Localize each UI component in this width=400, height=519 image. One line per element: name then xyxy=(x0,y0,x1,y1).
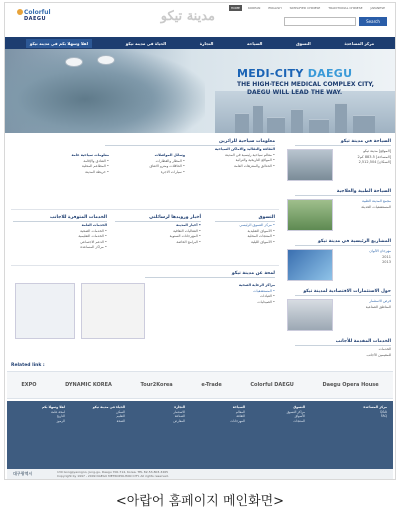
footer-col-help xyxy=(307,405,387,419)
tourist-list-b xyxy=(125,153,185,175)
site-header xyxy=(5,3,395,37)
list-item: [المساحة] 883.5 كم2 xyxy=(357,154,391,159)
footer-link[interactable]: FAQ xyxy=(380,414,387,419)
list-item[interactable]: • مراكز المساعدة xyxy=(80,245,107,249)
section-shopping: التسوق xyxy=(215,215,275,222)
building-shape xyxy=(309,119,329,133)
related-link-etrade[interactable]: e-Trade xyxy=(201,382,222,388)
right-list-c xyxy=(335,249,391,266)
lang-japanese[interactable]: JAPANESE xyxy=(370,6,385,10)
surgical-lamp-icon xyxy=(97,55,115,65)
related-link-opera-house[interactable]: Daegu Opera House xyxy=(322,382,379,388)
list-item[interactable]: • الخدمات التعليمية xyxy=(78,234,107,238)
site-logo[interactable] xyxy=(17,9,49,27)
notice-box[interactable] xyxy=(81,283,145,339)
search-button[interactable]: Search xyxy=(359,17,387,26)
gate-photo[interactable] xyxy=(287,149,333,181)
list-item[interactable]: • المطار والقطارات xyxy=(155,158,185,163)
hero-title-b: DAEGU xyxy=(307,67,353,80)
list-item[interactable]: المناطق الصناعية xyxy=(365,304,391,309)
figure-caption: <아랍어 홈페이지 메인화면> xyxy=(115,494,285,509)
section-news: أخبار ورويدها لرسائلني xyxy=(115,215,201,222)
building-shape xyxy=(291,109,303,133)
footer-link[interactable]: المهرجانات xyxy=(230,418,245,423)
related-links-bar xyxy=(7,371,393,399)
list-item: [السكان] 2,512,504 xyxy=(358,160,391,164)
city-org-logo: 대구광역시 xyxy=(13,471,33,476)
list-item[interactable]: • الفنادق والإقامة xyxy=(83,158,109,163)
list-item[interactable]: • الأسواق الليلية xyxy=(250,239,275,244)
logo-sub: DAEGU xyxy=(24,16,47,22)
footer-link[interactable]: Q&A xyxy=(379,409,387,414)
section-medical: السياحة الطبية والعلاجية xyxy=(295,189,391,196)
hero-title-a: MEDI-CITY xyxy=(237,67,304,80)
hero-line-1: THE HIGH-TECH MEDICAL COMPLEX CITY, xyxy=(237,81,374,88)
list-item[interactable]: • أخبار المدينة xyxy=(176,223,201,227)
list-item[interactable]: 2011 xyxy=(382,254,391,259)
related-link-dynamic-korea[interactable]: DYNAMIC KOREA xyxy=(65,382,112,388)
footer-col-trade xyxy=(127,405,185,423)
divider xyxy=(11,265,279,266)
related-link-tour2korea[interactable]: Tour2Korea xyxy=(140,382,173,388)
logo-name: Colorful xyxy=(24,9,51,16)
list-item[interactable]: • الصيدليات xyxy=(257,299,275,304)
lang-traditional-chinese[interactable]: TRADITIONAL CHINESE xyxy=(328,6,363,10)
footer-link[interactable]: مراكز التسوق xyxy=(286,409,305,414)
list-item: [الموقع] مدينة تيكو xyxy=(363,149,391,153)
right-list-d xyxy=(335,299,391,310)
footer-heading[interactable]: الحياة في مدينة تيكو xyxy=(92,405,125,409)
footer-heading[interactable]: التسوق xyxy=(293,405,305,409)
list-item[interactable]: وسائل المواصلات xyxy=(154,153,185,157)
footer-col-tourism xyxy=(187,405,245,423)
surgical-lamp-icon xyxy=(65,57,83,67)
hero-title xyxy=(237,67,352,80)
related-link-expo[interactable]: EXPO xyxy=(21,382,37,388)
list-item[interactable]: الخدمات العامة xyxy=(81,223,107,227)
divider xyxy=(11,209,279,210)
search-input[interactable] xyxy=(284,17,356,26)
list-item[interactable]: • المنتجات المحلية xyxy=(247,234,275,238)
city-list xyxy=(155,283,275,305)
nav-help[interactable]: مركز المساعدة xyxy=(344,40,375,46)
list-item[interactable]: مجمع المدينة الطبية xyxy=(362,199,391,203)
footer-heading[interactable]: اهلا وسهلا بكم xyxy=(41,405,65,409)
arabic-site-title: مدينة تيكو xyxy=(160,9,215,24)
news-list xyxy=(115,223,201,245)
list-item[interactable]: للمقيمين الأجانب xyxy=(366,352,391,357)
section-city-photo: السياحة في مدينة تيكو xyxy=(295,139,391,146)
list-item[interactable]: • الفعاليات الثقافية xyxy=(173,228,201,233)
section-tourist-info: معلومات سياحية للزائرين xyxy=(105,139,275,146)
list-item[interactable]: مراكز الرعاية الصحية xyxy=(238,283,275,287)
main-nav xyxy=(5,37,395,49)
hero-line-2: DAEGU WILL LEAD THE WAY. xyxy=(247,89,343,96)
footer-link[interactable]: الأسواق xyxy=(294,414,305,419)
browser-frame xyxy=(4,2,396,480)
list-item[interactable]: • الدعم الاجتماعي xyxy=(80,239,107,244)
list-item[interactable]: • الأسواق التقليدية xyxy=(247,228,275,233)
nav-shopping[interactable]: التسوق xyxy=(296,40,311,46)
footer-link[interactable]: التعليم xyxy=(116,414,125,419)
lang-simplified-chinese[interactable]: SIMPLIFIED CHINESE xyxy=(289,6,321,10)
list-item[interactable]: الخدمات xyxy=(378,347,391,351)
footer-link[interactable]: التاريخ xyxy=(56,414,65,419)
nav-tourism[interactable]: السياحة xyxy=(247,40,263,46)
list-item[interactable]: • الحدائق والمنتزهات العامة xyxy=(234,163,275,168)
section-foreign: الخدمات المقدمة للأجانب xyxy=(295,339,391,346)
lang-korean[interactable]: KOREAN xyxy=(247,6,261,10)
nav-trade[interactable]: التجارة xyxy=(199,40,214,46)
list-item[interactable]: • المستشفيات xyxy=(253,288,275,293)
footer-col-shopping xyxy=(247,405,305,423)
building-shape xyxy=(335,103,347,133)
shopping-list xyxy=(209,223,275,245)
right-list-a xyxy=(335,149,391,166)
footer-address: 130 Gongpyeongno, Jung-gu, Daegu 700-714, Korea. TEL 82-53-803-3265 xyxy=(57,470,169,474)
section-services: الخدمات المتوفرة للاجانب xyxy=(13,215,107,222)
footer-heading[interactable]: السياحة xyxy=(232,405,245,409)
footer-heading[interactable]: التجارة xyxy=(174,405,185,409)
copyright-bar xyxy=(7,469,393,480)
list-item[interactable]: • الخدمات الصحية xyxy=(80,228,107,233)
right-list-e xyxy=(295,347,391,358)
logo-icon xyxy=(17,9,23,15)
footer-link[interactable]: الثقافة xyxy=(236,414,245,419)
list-item[interactable]: • المطاعم المحلية xyxy=(81,164,109,168)
building-shape xyxy=(267,117,285,133)
related-link-label: Related link : xyxy=(11,363,45,368)
building-shape xyxy=(353,115,375,133)
footer-link[interactable]: لمحة عامة xyxy=(51,409,65,414)
search-bar xyxy=(284,17,387,26)
footer-link[interactable]: الصناعة xyxy=(174,414,185,419)
lang-home[interactable]: HOME xyxy=(230,6,240,10)
tourist-list-c xyxy=(45,153,109,175)
aerial-photo[interactable] xyxy=(287,199,333,231)
footer-link[interactable]: المعارض xyxy=(173,418,185,423)
section-city-info: لمحة عن مدينة تيكو xyxy=(145,271,275,278)
list-item[interactable]: • سيارات الاجرة xyxy=(160,169,185,174)
list-item[interactable]: • الحافلات ومترو الانفاق xyxy=(149,164,185,168)
footer-heading[interactable]: مركز المساعدة xyxy=(363,405,387,409)
hero-banner xyxy=(5,49,395,133)
list-item[interactable]: فرص الاستثمار xyxy=(369,299,391,303)
list-item[interactable]: • خريطة المدينة xyxy=(85,169,109,174)
footer-col-welcome xyxy=(11,405,65,423)
list-item[interactable]: • المهرجانات السنوية xyxy=(169,234,201,238)
list-item[interactable]: • العيادات xyxy=(260,294,275,298)
related-link-colorful-daegu[interactable]: Colorful DAEGU xyxy=(250,382,294,388)
list-item[interactable]: • معالم سياحية رئيسية في المدينة xyxy=(225,152,275,157)
footer-link[interactable]: المعالم xyxy=(235,409,245,414)
list-item[interactable]: المستشفيات الحديثة xyxy=(361,204,391,209)
section-invest: حول الاستثمارات الاقتصادية لمدينة تيكو xyxy=(295,289,391,296)
footer-link[interactable]: الصحة xyxy=(116,418,125,423)
building-shape xyxy=(235,113,249,133)
footer-copyright: Copyright by 1997 - 2009 DAEGU METROPOLITAN CITY. All rights reserved. xyxy=(57,474,169,478)
list-item[interactable]: مهرجان الألوان xyxy=(369,249,391,253)
festival-poster[interactable] xyxy=(287,249,333,281)
services-list xyxy=(35,223,107,251)
map-thumbnail[interactable] xyxy=(15,283,75,339)
footer-link[interactable]: الاستثمار xyxy=(173,409,185,414)
footer-link[interactable]: المنتجات xyxy=(293,418,305,423)
list-item[interactable]: • المواقع التاريخية والتراثية xyxy=(235,158,275,162)
list-item[interactable]: معلومات سياحية عامة xyxy=(71,153,109,157)
list-item[interactable]: • البرامج الخاصة xyxy=(176,239,201,244)
nav-life[interactable]: الحياة في مدينة تيكو xyxy=(125,40,167,46)
list-item[interactable]: الثقافة والتقاليد والاماكن السياحية xyxy=(214,147,275,151)
right-list-b xyxy=(335,199,391,210)
footer-link[interactable]: الرموز xyxy=(56,418,65,423)
footer-link[interactable]: السكن xyxy=(116,409,125,414)
nav-welcome[interactable]: اهلا وسهلا بكم في مدينة تيكو xyxy=(26,39,92,48)
list-item[interactable]: • مركز التسوق الرئيسي xyxy=(239,223,275,227)
footer-col-life xyxy=(67,405,125,423)
meeting-photo[interactable] xyxy=(287,299,333,331)
building-shape xyxy=(253,105,263,133)
language-bar xyxy=(229,5,387,11)
section-festival: المشاريع الرئيسية في مدينة تيكو xyxy=(295,239,391,246)
site-footer xyxy=(7,401,393,469)
lang-english[interactable]: ENGLISH xyxy=(268,6,282,10)
list-item[interactable]: 2013 xyxy=(382,260,391,264)
tourist-list-a xyxy=(205,147,275,169)
